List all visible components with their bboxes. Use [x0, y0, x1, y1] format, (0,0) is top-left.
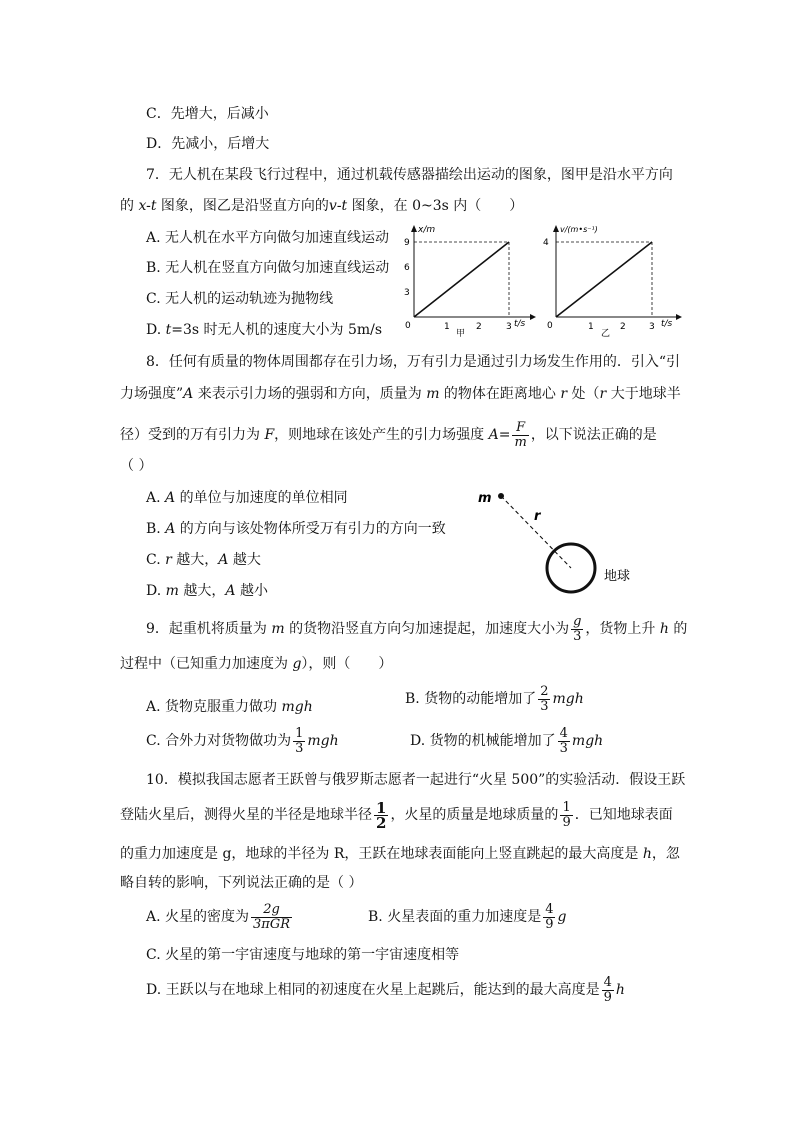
distance-line [501, 496, 571, 568]
q10-option-c: C. 火星的第一宇宙速度与地球的第一宇宙速度相等 [146, 947, 460, 963]
q7-option-c: C. 无人机的运动轨迹为抛物线 [146, 291, 334, 307]
q8-option-c: C. r 越大，A 越大 [146, 552, 261, 568]
fraction-one-half: $\frac{1}{2}$ [376, 798, 387, 832]
q9-option-a: A. 货物克服重力做功 mgh [146, 699, 313, 715]
q8-stem-line4: （ ） [120, 458, 153, 474]
q9-option-c: C. 合外力对货物做功为 $\frac{1}{3}$ mgh [146, 725, 339, 756]
q10-stem-line3: 的重力加速度是 g，地球的半径为 R，王跃在地球表面能向上竖直跳起的最大高度是 h，忽 [120, 846, 680, 862]
q8-stem-line2: 力场强度”A 来表示引力场的强弱和方向，质量为 m 的物体在距离地心 r 处（r 大于地球半 [120, 386, 681, 402]
q10-stem-line4: 略自转的影响，下列说法正确的是（ ） [120, 875, 363, 891]
fraction: $\frac{4}{9}$ [545, 901, 554, 932]
y-tick-label: 4 [543, 238, 549, 248]
x-axis-arrow [676, 314, 682, 320]
density-fraction: $\frac{2g}{\text{3πGR}}$ [253, 901, 291, 932]
q10-option-b: B. 火星表面的重力加速度是 $\frac{4}{9}$ g [368, 901, 567, 932]
q8-option-b: B. A 的方向与该处物体所受万有引力的方向一致 [146, 521, 446, 537]
q7-option-b: B. 无人机在竖直方向做匀加速直线运动 [146, 260, 390, 276]
q9-stem-line2: 过程中（已知重力加速度为 g），则（ ） [120, 656, 393, 672]
y-axis-arrow [553, 225, 559, 232]
q8-option-a: A. A 的单位与加速度的单位相同 [146, 490, 348, 506]
q8-stem-line3: 径）受到的万有引力为 F，则地球在该处产生的引力场强度 A= $\frac{F}{m}$ ，以下说法正确的是 [120, 419, 657, 450]
q7-option-a: A. 无人机在水平方向做匀加速直线运动 [146, 230, 390, 246]
y-tick-label: 3 [404, 288, 410, 298]
fraction: $\frac{1}{3}$ [295, 725, 304, 756]
distance-label: r [534, 509, 541, 524]
q7-graph-jia [396, 222, 538, 340]
q7-stem-line1: 7．无人机在某段飞行过程中，通过机载传感器描绘出运动的图象，图甲是沿水平方向 [146, 167, 673, 183]
fraction: $\frac{4}{9}$ [603, 974, 612, 1005]
x-axis-label: t/s [514, 319, 526, 329]
x-tick-label: 3 [506, 322, 512, 332]
q9-stem-line1: 9．起重机将质量为 m 的货物沿竖直方向匀加速提起，加速度大小为 $\frac{g}{3}$ ，货物上升 h 的 [146, 613, 688, 644]
x-tick-label: 2 [620, 322, 626, 332]
q7-graph-yi [538, 222, 688, 340]
fraction: $\frac{4}{3}$ [559, 725, 568, 756]
y-axis-label: x/m [418, 225, 436, 235]
mass-label: m [478, 491, 492, 506]
fraction: $\frac{2}{3}$ [540, 683, 549, 714]
x-tick-label: 1 [444, 322, 450, 332]
q10-stem-line1: 10．模拟我国志愿者王跃曾与俄罗斯志愿者一起进行“火星 500”的实验活动．假设王跃 [146, 772, 686, 788]
q9-option-d: D. 货物的机械能增加了 $\frac{4}{3}$ mgh [410, 725, 604, 756]
graph-caption: 乙 [601, 329, 611, 339]
q8-earth-figure [470, 480, 640, 600]
x-axis-arrow [530, 314, 536, 320]
q8-option-d: D. m 越大，A 越小 [146, 583, 268, 599]
q7-stem-line2: 的 x-t 图象，图乙是沿竖直方向的v-t 图象，在 0~3s 内（ ） [120, 198, 524, 214]
data-line [414, 242, 509, 317]
fraction-one-ninth: $\frac{1}{9}$ [562, 799, 571, 830]
y-axis-label: v/(m•s⁻¹) [560, 225, 598, 234]
q6-option-d: D．先减小，后增大 [146, 136, 270, 152]
fraction-f-over-m: $\frac{F}{m}$ [514, 419, 527, 450]
q9-option-b: B. 货物的动能增加了 $\frac{2}{3}$ mgh [405, 683, 584, 714]
graph-caption: 甲 [456, 329, 466, 339]
q7-option-d: D. t=3s 时无人机的速度大小为 5m/s [146, 322, 383, 338]
origin-label: 0 [405, 321, 411, 331]
y-tick-label: 9 [404, 238, 410, 248]
origin-label: 0 [547, 321, 553, 331]
q10-stem-line2: 登陆火星后，测得火星的半径是地球半径 $\frac{1}{2}$ ，火星的质量是地球质量的 $\frac{1}{9}$ ．已知地球表面 [120, 798, 673, 832]
q10-option-a: A. 火星的密度为 $\frac{2g}{\text{3πGR}}$ [146, 901, 291, 932]
x-tick-label: 2 [476, 322, 482, 332]
earth-label: 地球 [604, 569, 631, 584]
q6-option-c: C．先增大，后减小 [146, 106, 269, 122]
y-tick-label: 6 [404, 263, 410, 273]
x-tick-label: 1 [588, 322, 594, 332]
data-line [556, 242, 652, 317]
x-tick-label: 3 [649, 322, 655, 332]
q10-option-d: D. 王跃以与在地球上相同的初速度在火星上起跳后，能达到的最大高度是 $\frac{4}{9}$ h [146, 974, 625, 1005]
fraction-g-over-3: $\frac{g}{3}$ [573, 613, 582, 644]
q8-stem-line1: 8．任何有质量的物体周围都存在引力场，万有引力是通过引力场发生作用的．引入“引 [146, 354, 681, 370]
y-axis-arrow [411, 225, 417, 232]
x-axis-label: t/s [661, 319, 673, 329]
